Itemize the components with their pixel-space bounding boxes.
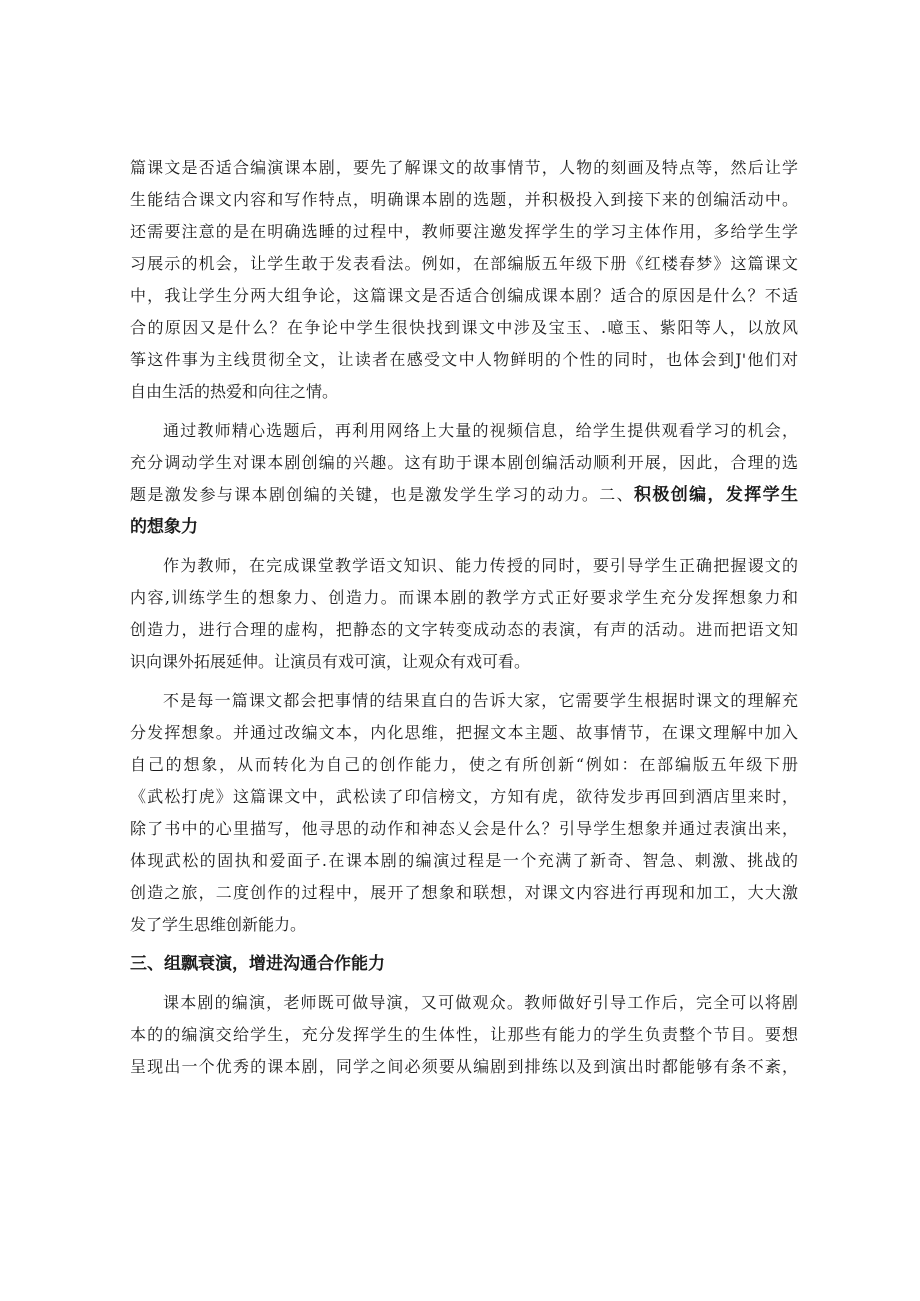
- text-line: 除了书中的心里描写，他寻思的动作和神态乂会是什么？引导学生想象并通过表演出来，: [130, 819, 798, 838]
- text-line: 篇课文是否适合编演课本剧，要先了解课文的故事情节，人物的刻画及特点等，然后让学: [130, 158, 798, 177]
- text-line: 不是每一篇课文都会把事情的结果直白的告诉大家，它需要学生根据时课文的理解充: [163, 691, 798, 710]
- paragraph-spacer: [130, 678, 798, 685]
- text-line: 自己的想象，从而转化为自己的创作能力，使之有所创新“例如：在部编版五年级下册: [130, 755, 798, 774]
- paragraph-3: [130, 550, 798, 678]
- section-heading-2-part1: 积极创编，发挥学生: [633, 485, 798, 505]
- paragraph-5: [130, 987, 798, 1083]
- section-heading-2-part2: 的想象力: [130, 517, 198, 537]
- text-line: 发了学生思维创新能力。: [130, 915, 307, 934]
- text-line: 习展示的机会，让学生敢于发表看法。例如，在部编版五年级下册《红楼春梦》这篇课文: [130, 254, 798, 273]
- text-line: 中，我让学生分两大组争论，这篇课文是否适合创编成课本剧？适合的原因是什么？不适: [130, 286, 798, 305]
- text-line: 筝这件事为主线贯彻全文，让读者在感受文中人物鲜明的个性的同时，也体会到J'他们对: [130, 350, 798, 369]
- paragraph-2: [130, 415, 798, 543]
- paragraph-1: [130, 152, 798, 408]
- text-line: 体现武松的固执和爱面子.在课本剧的编演过程是一个充满了新奇、智急、刺激、挑战的: [130, 851, 798, 870]
- paragraph-spacer: [130, 980, 798, 987]
- text-line: 自由生活的热爱和向往之情。: [130, 382, 339, 401]
- text-line: 内容,训练学生的想象力、创造力。而课本剧的教学方式正好要求学生充分发挥想象力和: [130, 588, 798, 607]
- text-line: 《武松打虎》这篇课文中，武松读了印信榜文，方知有虎，欲待发步再回到酒店里来时，: [130, 787, 798, 806]
- document-page: [130, 152, 798, 1083]
- text-line: 呈现出一个优秀的课本剧，同学之间必须要从编剧到排练以及到演出时都能够有条不紊，: [130, 1057, 798, 1076]
- text-line: 合的原因又是什么？在争论中学生很快找到课文中涉及宝玉、.噫玉、紫阳等人，以放风: [130, 318, 798, 337]
- paragraph-spacer: [130, 941, 798, 948]
- text-line: 创造力，进行合理的虚构，把静态的文字转变成动态的表演，有声的活动。进而把语文知: [130, 620, 798, 639]
- text-line: 分发挥想象。并通过改编文本，内化思维，把握文本主题、故事情节，在课文理解中加入: [130, 723, 798, 742]
- text-fragment: 题是激发参与课本剧创编的关键，也是激发学生学习的动力。二、: [130, 485, 634, 504]
- text-line-with-heading: [130, 479, 798, 511]
- text-line: 生能结合课文内容和写作特点，明确课本剧的选题，并积极投入到接下来的创编活动中。: [130, 190, 798, 209]
- paragraph-4: [130, 685, 798, 941]
- text-line: 课本剧的编演，老师既可做导演，又可做观众。教师做好引导工作后，完全可以将剧: [163, 993, 798, 1012]
- text-line: 通过教师精心选题后，再利用网络上大量的视频信息，给学生提供观看学习的机会，: [163, 421, 798, 440]
- text-line: 本的的编演交给学生，充分发挥学生的生体性，让那些有能力的学生负责整个节目。要想: [130, 1025, 798, 1044]
- text-line: 还需要注意的是在明确选睡的过程中，教师要注邀发挥学生的学习主体作用，多给学生学: [130, 222, 798, 241]
- text-line: 识向课外拓展延伸。让演员有戏可演，让观众有戏可看。: [130, 652, 531, 671]
- section-heading-3: 三、组飘衰演，增进沟通合作能力: [130, 954, 385, 974]
- text-line: 充分调动学生对课本剧创编的兴趣。这有助于课本剧创编活动顺利开展，因此，合理的选: [130, 453, 798, 472]
- text-line: 作为教师，在完成课堂教学语文知识、能力传授的同时，要引导学生正确把握谡文的: [163, 556, 798, 575]
- text-line: 创造之旅，二度创作的过程中，展开了想象和联想，对课文内容进行再现和加工，大大激: [130, 883, 798, 902]
- paragraph-spacer: [130, 408, 798, 415]
- paragraph-spacer: [130, 543, 798, 550]
